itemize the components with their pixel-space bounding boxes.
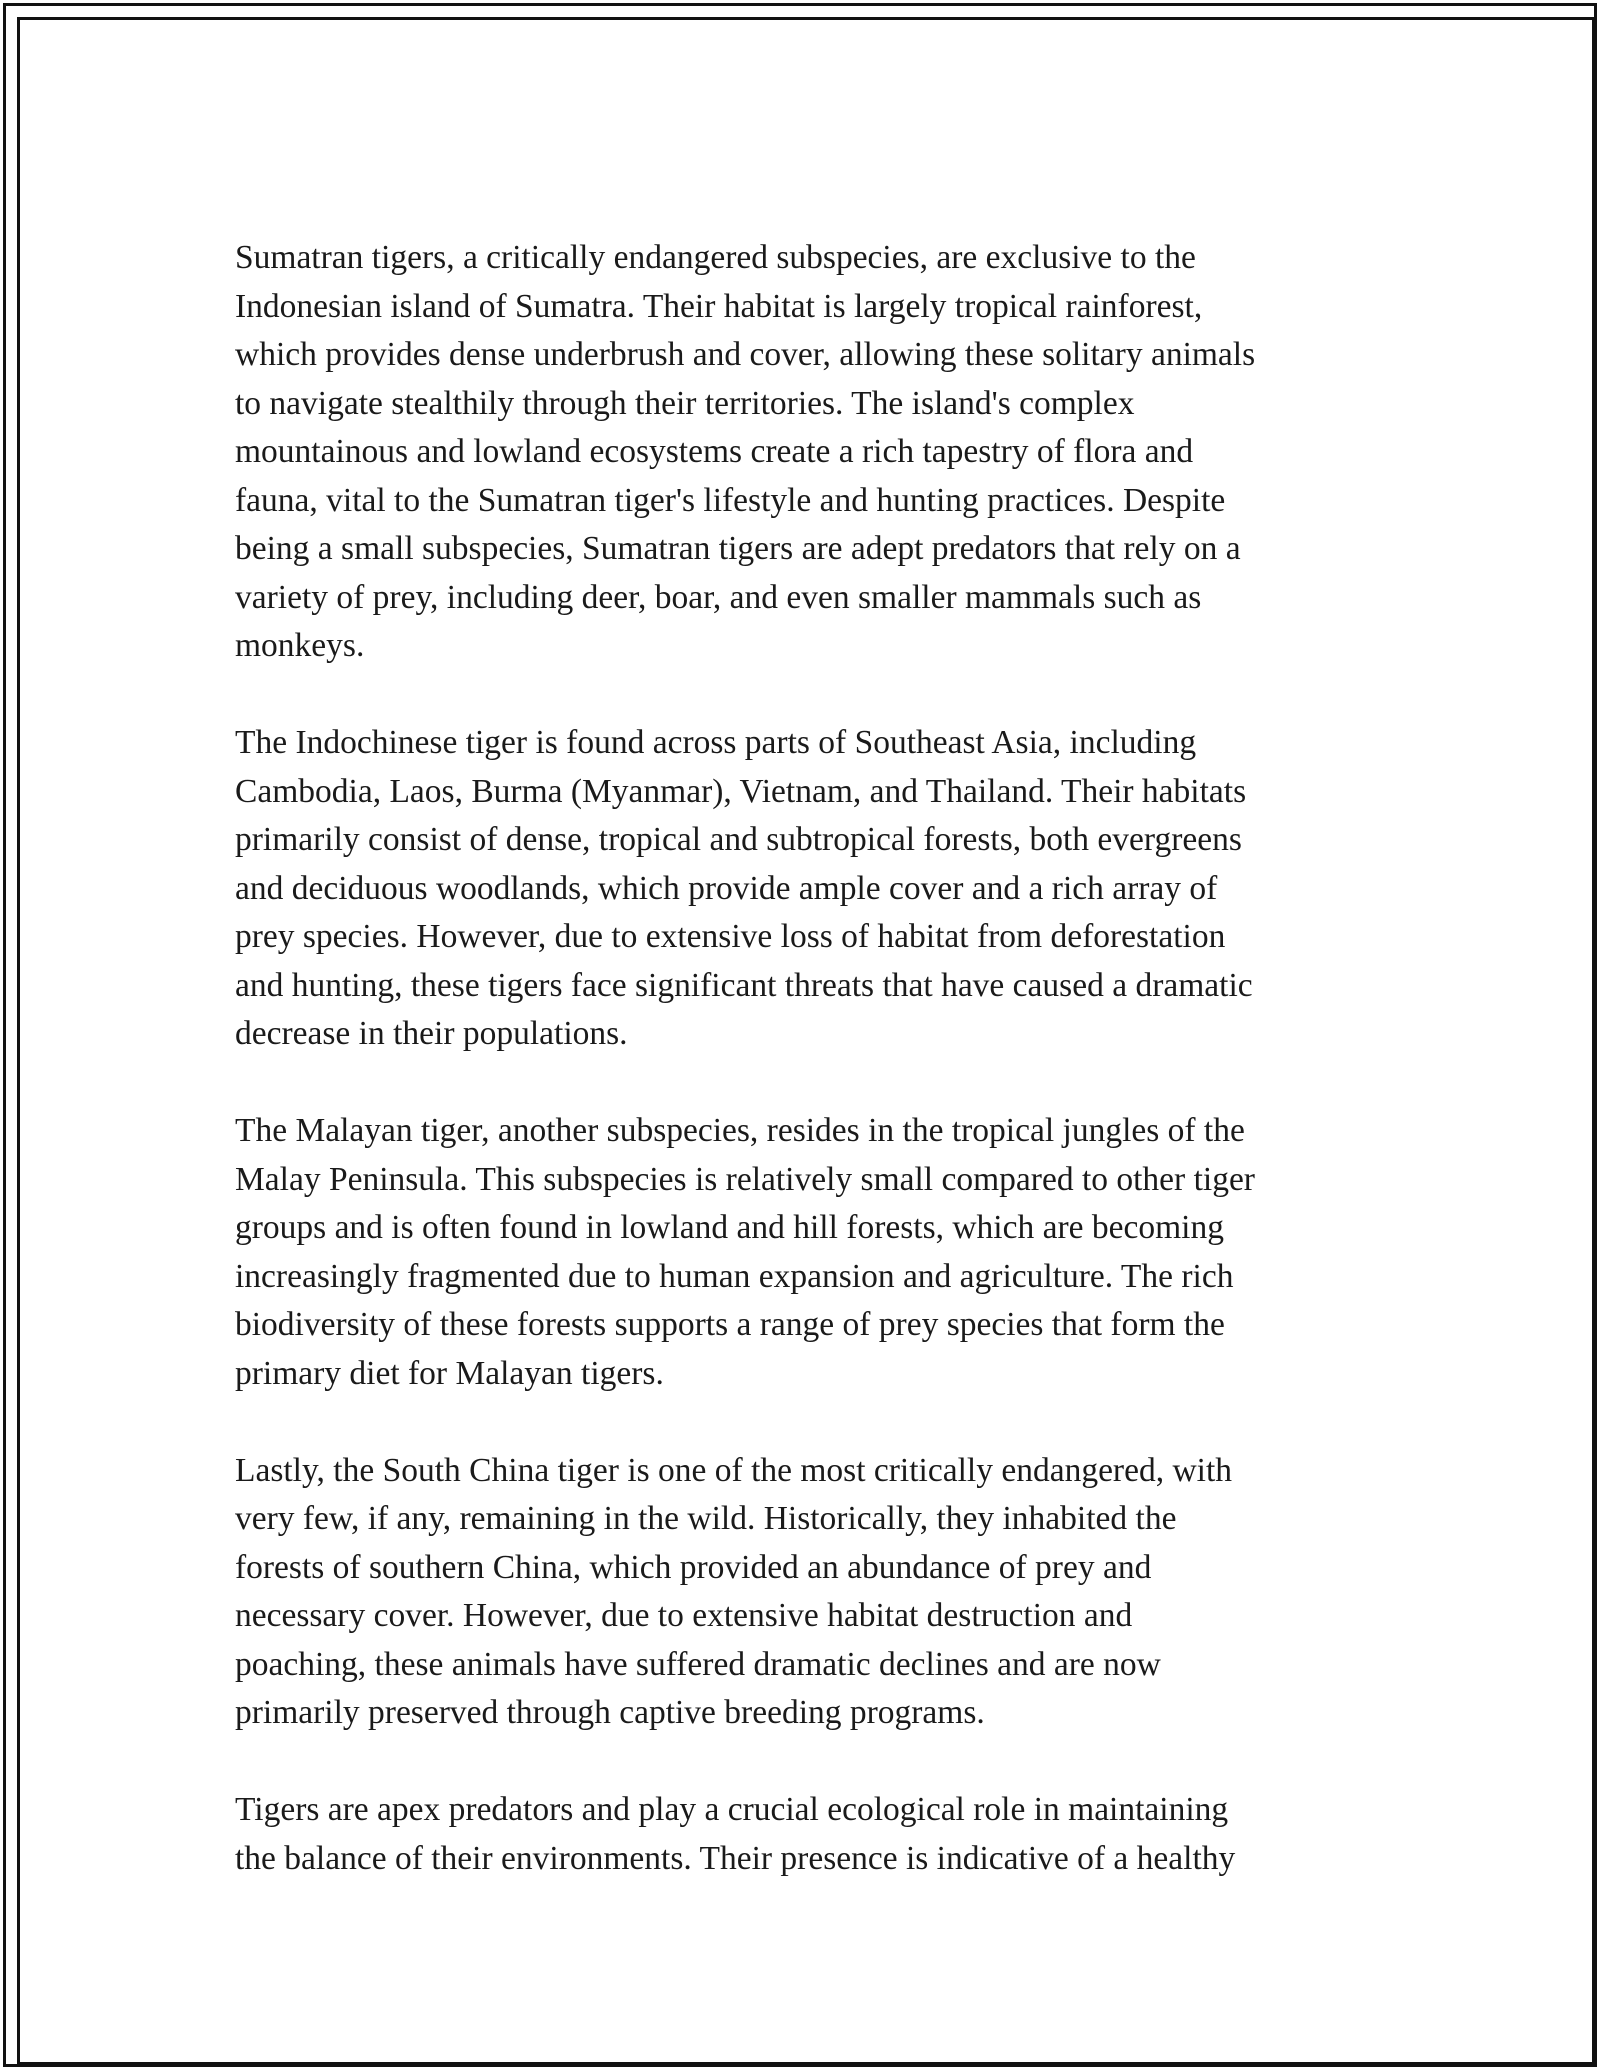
- text-line: the balance of their environments. Their presence is indicative of a healthy: [235, 1839, 1236, 1877]
- text-line: primarily consist of dense, tropical and subtropical forests, both evergreens: [235, 821, 1242, 858]
- text-line: Tigers are apex predators and play a crucial ecological role in maintaining: [235, 1791, 1229, 1828]
- text-line: Malay Peninsula. This subspecies is relatively small compared to other tiger: [235, 1160, 1255, 1198]
- text-line: and deciduous woodlands, which provide ample cover and a rich array of: [235, 869, 1218, 907]
- text-line: Lastly, the South China tiger is one of the most critically endangered, with: [235, 1451, 1233, 1489]
- text-line: variety of prey, including deer, boar, and even smaller mammals such as: [235, 578, 1202, 616]
- text-line: primarily preserved through captive breeding programs.: [235, 1694, 985, 1731]
- text-line: mountainous and lowland ecosystems create a rich tapestry of flora and: [235, 433, 1194, 470]
- paragraph-south-china-tiger: [235, 1447, 1370, 1738]
- text-line: which provides dense underbrush and cover, allowing these solitary animals: [235, 336, 1256, 373]
- text-line: groups and is often found in lowland and hill forests, which are becoming: [235, 1209, 1224, 1246]
- document-body: [235, 234, 1370, 1883]
- text-line: to navigate stealthily through their territories. The island's complex: [235, 384, 1135, 422]
- text-line: necessary cover. However, due to extensive habitat destruction and: [235, 1597, 1133, 1634]
- text-line: monkeys.: [235, 627, 365, 664]
- text-line: fauna, vital to the Sumatran tiger's lifestyle and hunting practices. Despite: [235, 481, 1226, 519]
- text-line: The Malayan tiger, another subspecies, resides in the tropical jungles of the: [235, 1112, 1245, 1149]
- text-line: and hunting, these tigers face significant threats that have caused a dramatic: [235, 966, 1253, 1004]
- text-line: The Indochinese tiger is found across parts of Southeast Asia, including: [235, 724, 1197, 761]
- text-line: Indonesian island of Sumatra. Their habitat is largely tropical rainforest,: [235, 287, 1203, 325]
- text-line: Sumatran tigers, a critically endangered subspecies, are exclusive to the: [235, 239, 1196, 276]
- text-line: Cambodia, Laos, Burma (Myanmar), Vietnam, and Thailand. Their habitats: [235, 772, 1247, 810]
- text-line: prey species. However, due to extensive loss of habitat from deforestation: [235, 918, 1226, 955]
- paragraph-malayan-tiger: [235, 1107, 1370, 1398]
- text-line: very few, if any, remaining in the wild. Historically, they inhabited the: [235, 1500, 1177, 1537]
- paragraph-sumatran-tigers: [235, 234, 1370, 671]
- text-line: being a small subspecies, Sumatran tigers are adept predators that rely on a: [235, 530, 1241, 567]
- text-line: increasingly fragmented due to human expansion and agriculture. The rich: [235, 1257, 1234, 1295]
- paragraph-indochinese-tiger: [235, 719, 1370, 1059]
- text-line: biodiversity of these forests supports a range of prey species that form the: [235, 1306, 1225, 1343]
- text-line: primary diet for Malayan tigers.: [235, 1354, 664, 1392]
- text-line: decrease in their populations.: [235, 1015, 628, 1052]
- paragraph-apex-predators: [235, 1786, 1370, 1883]
- text-line: forests of southern China, which provided an abundance of prey and: [235, 1548, 1152, 1586]
- text-line: poaching, these animals have suffered dramatic declines and are now: [235, 1645, 1161, 1683]
